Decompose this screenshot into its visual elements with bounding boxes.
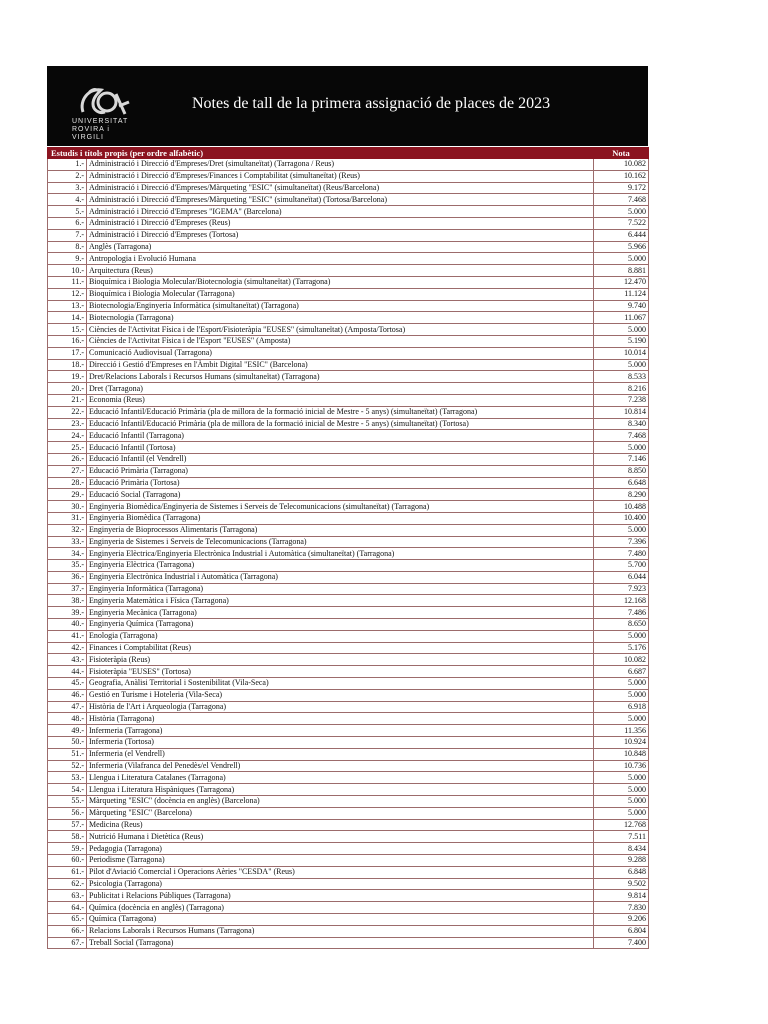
row-study-name: Psicologia (Tarragona) [87,878,594,890]
row-cutoff-grade: 7.830 [594,902,649,914]
row-number: 65.- [48,914,87,926]
table-row [48,630,649,642]
row-cutoff-grade: 11.356 [594,725,649,737]
row-number: 52.- [48,760,87,772]
row-cutoff-grade: 5.966 [594,241,649,253]
table-row [48,418,649,430]
row-cutoff-grade: 10.400 [594,512,649,524]
row-cutoff-grade: 12.470 [594,276,649,288]
row-study-name: Enginyeria Elèctrica (Tarragona) [87,560,594,572]
table-row [48,548,649,560]
row-number: 62.- [48,878,87,890]
table-row [48,324,649,336]
row-number: 13.- [48,300,87,312]
table-row [48,796,649,808]
table-row [48,383,649,395]
table-row [48,406,649,418]
row-study-name: Economia (Reus) [87,394,594,406]
row-study-name: Nutrició Humana i Dietètica (Reus) [87,831,594,843]
row-cutoff-grade: 7.522 [594,217,649,229]
row-cutoff-grade: 7.511 [594,831,649,843]
table-row [48,288,649,300]
row-number: 26.- [48,453,87,465]
table-row [48,442,649,454]
row-number: 23.- [48,418,87,430]
table-row [48,583,649,595]
table-row [48,914,649,926]
row-number: 57.- [48,819,87,831]
table-row [48,524,649,536]
row-study-name: Fisioteràpia (Reus) [87,654,594,666]
row-study-name: Pedagogia (Tarragona) [87,843,594,855]
row-number: 18.- [48,359,87,371]
table-row [48,206,649,218]
header-banner [47,66,648,146]
row-number: 45.- [48,678,87,690]
table-row [48,430,649,442]
table-row [48,666,649,678]
table-row [48,713,649,725]
row-study-name: Química (docència en anglès) (Tarragona) [87,902,594,914]
row-study-name: Fisioteràpia "EUSES" (Tortosa) [87,666,594,678]
column-header-grade: Nota [594,148,649,159]
row-study-name: Geografia, Anàlisi Territorial i Sostenibilitat (Vila-Seca) [87,678,594,690]
row-study-name: Enginyeria Matemàtica i Física (Tarragona) [87,595,594,607]
row-cutoff-grade: 5.176 [594,642,649,654]
row-cutoff-grade: 11.124 [594,288,649,300]
row-cutoff-grade: 5.000 [594,442,649,454]
row-number: 61.- [48,866,87,878]
row-cutoff-grade: 5.000 [594,324,649,336]
table-row [48,170,649,182]
row-study-name: Educació Primària (Tortosa) [87,477,594,489]
table-header-row [48,148,649,159]
row-cutoff-grade: 7.486 [594,607,649,619]
row-number: 2.- [48,170,87,182]
table-row [48,253,649,265]
row-study-name: Química (Tarragona) [87,914,594,926]
row-number: 14.- [48,312,87,324]
row-study-name: Finances i Comptabilitat (Reus) [87,642,594,654]
row-study-name: Anglès (Tarragona) [87,241,594,253]
row-number: 32.- [48,524,87,536]
row-cutoff-grade: 10.162 [594,170,649,182]
row-number: 30.- [48,501,87,513]
row-study-name: Administració i Direcció d'Empreses (Tortosa) [87,229,594,241]
table-row [48,265,649,277]
row-study-name: Administració i Direcció d'Empreses/Dret (simultaneïtat) (Tarragona / Reus) [87,159,594,171]
row-cutoff-grade: 12.168 [594,595,649,607]
row-cutoff-grade: 12.768 [594,819,649,831]
row-study-name: Dret (Tarragona) [87,383,594,395]
row-number: 41.- [48,630,87,642]
table-row [48,737,649,749]
row-cutoff-grade: 8.340 [594,418,649,430]
row-cutoff-grade: 5.000 [594,630,649,642]
row-study-name: Educació Infantil (Tortosa) [87,442,594,454]
row-study-name: Comunicació Audiovisual (Tarragona) [87,347,594,359]
row-study-name: Infermeria (el Vendrell) [87,748,594,760]
row-number: 21.- [48,394,87,406]
row-study-name: Enginyeria Química (Tarragona) [87,619,594,631]
row-cutoff-grade: 9.206 [594,914,649,926]
row-cutoff-grade: 9.740 [594,300,649,312]
row-cutoff-grade: 10.924 [594,737,649,749]
row-study-name: Llengua i Literatura Catalanes (Tarragona) [87,772,594,784]
table-row [48,194,649,206]
row-cutoff-grade: 9.502 [594,878,649,890]
row-study-name: Medicina (Reus) [87,819,594,831]
row-cutoff-grade: 5.000 [594,689,649,701]
table-row [48,902,649,914]
row-number: 19.- [48,371,87,383]
row-number: 46.- [48,689,87,701]
row-cutoff-grade: 6.044 [594,571,649,583]
row-cutoff-grade: 7.468 [594,194,649,206]
table-row [48,312,649,324]
row-cutoff-grade: 5.000 [594,359,649,371]
row-study-name: Enginyeria de Sistemes i Serveis de Telecomunicacions (Tarragona) [87,536,594,548]
table-row [48,607,649,619]
row-study-name: Antropologia i Evolució Humana [87,253,594,265]
row-number: 47.- [48,701,87,713]
row-number: 44.- [48,666,87,678]
table-row [48,241,649,253]
table-row [48,819,649,831]
row-number: 25.- [48,442,87,454]
row-number: 34.- [48,548,87,560]
row-number: 63.- [48,890,87,902]
row-number: 64.- [48,902,87,914]
column-header-studies: Estudis i títols propis (per ordre alfabètic) [48,148,594,159]
row-cutoff-grade: 8.434 [594,843,649,855]
row-cutoff-grade: 8.881 [594,265,649,277]
row-cutoff-grade: 7.400 [594,937,649,949]
row-study-name: Enologia (Tarragona) [87,630,594,642]
row-number: 56.- [48,807,87,819]
row-cutoff-grade: 10.488 [594,501,649,513]
table-row [48,394,649,406]
row-study-name: Administració i Direcció d'Empreses (Reus) [87,217,594,229]
table-row [48,571,649,583]
row-study-name: Educació Infantil (el Vendrell) [87,453,594,465]
row-cutoff-grade: 7.468 [594,430,649,442]
row-number: 17.- [48,347,87,359]
row-number: 42.- [48,642,87,654]
table-row [48,701,649,713]
row-study-name: Educació Infantil/Educació Primària (pla de millora de la formació inicial de Mestre - 5 anys) (simultaneïtat) (Tortosa) [87,418,594,430]
table-row [48,229,649,241]
table-row [48,512,649,524]
table-row [48,489,649,501]
row-study-name: Direcció i Gestió d'Empreses en l'Àmbit Digital "ESIC" (Barcelona) [87,359,594,371]
row-cutoff-grade: 6.444 [594,229,649,241]
table-row [48,536,649,548]
row-number: 53.- [48,772,87,784]
row-study-name: Infermeria (Vilafranca del Penedès/el Vendrell) [87,760,594,772]
row-study-name: Enginyeria Electrònica Industrial i Automàtica (Tarragona) [87,571,594,583]
table-row [48,501,649,513]
row-cutoff-grade: 5.000 [594,678,649,690]
row-study-name: Infermeria (Tarragona) [87,725,594,737]
row-cutoff-grade: 6.918 [594,701,649,713]
row-study-name: Infermeria (Tortosa) [87,737,594,749]
table-row [48,748,649,760]
row-number: 36.- [48,571,87,583]
row-number: 6.- [48,217,87,229]
row-study-name: Educació Primària (Tarragona) [87,465,594,477]
table-row [48,878,649,890]
row-study-name: Màrqueting "ESIC" (Barcelona) [87,807,594,819]
row-number: 50.- [48,737,87,749]
table-row [48,890,649,902]
table-row [48,359,649,371]
table-row [48,182,649,194]
row-study-name: Educació Infantil/Educació Primària (pla de millora de la formació inicial de Mestre - 5 anys) (simultaneïtat) (Tarragona) [87,406,594,418]
row-cutoff-grade: 10.848 [594,748,649,760]
table-row [48,642,649,654]
row-number: 60.- [48,855,87,867]
row-cutoff-grade: 7.146 [594,453,649,465]
row-number: 8.- [48,241,87,253]
row-cutoff-grade: 10.082 [594,159,649,171]
row-cutoff-grade: 6.687 [594,666,649,678]
row-number: 20.- [48,383,87,395]
row-cutoff-grade: 7.480 [594,548,649,560]
table-row [48,678,649,690]
row-study-name: Enginyeria Informàtica (Tarragona) [87,583,594,595]
row-cutoff-grade: 7.923 [594,583,649,595]
table-row [48,453,649,465]
row-number: 66.- [48,925,87,937]
row-number: 27.- [48,465,87,477]
row-number: 38.- [48,595,87,607]
row-number: 3.- [48,182,87,194]
table-row [48,855,649,867]
table-row [48,619,649,631]
row-cutoff-grade: 10.014 [594,347,649,359]
row-study-name: Història de l'Art i Arqueologia (Tarragona) [87,701,594,713]
row-study-name: Educació Infantil (Tarragona) [87,430,594,442]
table-row [48,760,649,772]
table-row [48,784,649,796]
row-number: 59.- [48,843,87,855]
row-number: 15.- [48,324,87,336]
table-row [48,477,649,489]
row-number: 37.- [48,583,87,595]
table-row [48,725,649,737]
row-number: 54.- [48,784,87,796]
row-cutoff-grade: 5.000 [594,784,649,796]
table-row [48,335,649,347]
row-cutoff-grade: 9.814 [594,890,649,902]
table-row [48,159,649,171]
row-number: 24.- [48,430,87,442]
row-number: 67.- [48,937,87,949]
row-number: 7.- [48,229,87,241]
table-row [48,807,649,819]
row-study-name: Educació Social (Tarragona) [87,489,594,501]
row-number: 12.- [48,288,87,300]
row-study-name: Enginyeria Biomèdica/Enginyeria de Sistemes i Serveis de Telecomunicacions (simultaneïtat) (Tarragona) [87,501,594,513]
row-number: 40.- [48,619,87,631]
row-cutoff-grade: 10.082 [594,654,649,666]
table-row [48,300,649,312]
row-study-name: Biotecnologia/Enginyeria Informàtica (simultaneïtat) (Tarragona) [87,300,594,312]
table-row [48,560,649,572]
table-row [48,347,649,359]
table-row [48,217,649,229]
table-row [48,866,649,878]
row-cutoff-grade: 6.804 [594,925,649,937]
row-study-name: Administració i Direcció d'Empreses/Finances i Comptabilitat (simultaneïtat) (Reus) [87,170,594,182]
row-number: 39.- [48,607,87,619]
table-row [48,276,649,288]
row-cutoff-grade: 9.172 [594,182,649,194]
row-number: 35.- [48,560,87,572]
row-number: 22.- [48,406,87,418]
row-cutoff-grade: 5.000 [594,253,649,265]
row-study-name: Ciències de l'Activitat Física i de l'Esport/Fisioteràpia "EUSES" (simultaneïtat) (Amposta/Tortosa) [87,324,594,336]
row-number: 10.- [48,265,87,277]
row-number: 1.- [48,159,87,171]
row-number: 28.- [48,477,87,489]
row-study-name: Enginyeria Mecànica (Tarragona) [87,607,594,619]
row-number: 51.- [48,748,87,760]
row-cutoff-grade: 5.000 [594,796,649,808]
table-row [48,831,649,843]
row-study-name: Pilot d'Aviació Comercial i Operacions Aèries "CESDA" (Reus) [87,866,594,878]
row-number: 11.- [48,276,87,288]
table-row [48,465,649,477]
table-row [48,843,649,855]
row-study-name: Administració i Direcció d'Empreses/Màrqueting "ESIC" (simultaneïtat) (Reus/Barcelona) [87,182,594,194]
row-study-name: Enginyeria de Bioprocessos Alimentaris (Tarragona) [87,524,594,536]
row-study-name: Gestió en Turisme i Hoteleria (Vila-Seca) [87,689,594,701]
row-cutoff-grade: 7.238 [594,394,649,406]
row-number: 55.- [48,796,87,808]
row-study-name: Biotecnologia (Tarragona) [87,312,594,324]
cutoff-grades-table [47,147,649,949]
table-row [48,689,649,701]
row-study-name: Publicitat i Relacions Públiques (Tarragona) [87,890,594,902]
row-cutoff-grade: 7.396 [594,536,649,548]
row-cutoff-grade: 11.067 [594,312,649,324]
row-cutoff-grade: 5.000 [594,807,649,819]
row-number: 5.- [48,206,87,218]
row-cutoff-grade: 5.000 [594,206,649,218]
row-study-name: Màrqueting "ESIC" (docència en anglès) (Barcelona) [87,796,594,808]
row-number: 31.- [48,512,87,524]
row-number: 16.- [48,335,87,347]
row-number: 33.- [48,536,87,548]
page-title: Notes de tall de la primera assignació de places de 2023 [192,95,551,112]
row-cutoff-grade: 5.000 [594,524,649,536]
row-study-name: Enginyeria Biomèdica (Tarragona) [87,512,594,524]
table-row [48,654,649,666]
row-cutoff-grade: 5.000 [594,772,649,784]
table-row [48,595,649,607]
row-number: 58.- [48,831,87,843]
row-number: 4.- [48,194,87,206]
row-number: 48.- [48,713,87,725]
row-study-name: Bioquímica i Biologia Molecular (Tarragona) [87,288,594,300]
row-cutoff-grade: 6.848 [594,866,649,878]
row-study-name: Relacions Laborals i Recursos Humans (Tarragona) [87,925,594,937]
table-row [48,937,649,949]
row-study-name: Enginyeria Elèctrica/Enginyeria Electrònica Industrial i Automàtica (simultaneïtat) (Tarragona) [87,548,594,560]
row-cutoff-grade: 8.216 [594,383,649,395]
row-cutoff-grade: 10.736 [594,760,649,772]
row-number: 49.- [48,725,87,737]
row-cutoff-grade: 5.190 [594,335,649,347]
row-study-name: Dret/Relacions Laborals i Recursos Humans (simultaneïtat) (Tarragona) [87,371,594,383]
university-logo-text: UNIVERSITAT ROVIRA i VIRGILI [72,118,129,141]
row-study-name: Arquitectura (Reus) [87,265,594,277]
row-study-name: Llengua i Literatura Hispàniques (Tarragona) [87,784,594,796]
row-cutoff-grade: 8.650 [594,619,649,631]
row-number: 29.- [48,489,87,501]
row-number: 9.- [48,253,87,265]
row-cutoff-grade: 5.700 [594,560,649,572]
row-number: 43.- [48,654,87,666]
row-study-name: Història (Tarragona) [87,713,594,725]
row-study-name: Bioquímica i Biologia Molecular/Biotecnologia (simultaneïtat) (Tarragona) [87,276,594,288]
row-cutoff-grade: 8.290 [594,489,649,501]
row-cutoff-grade: 6.648 [594,477,649,489]
row-cutoff-grade: 10.814 [594,406,649,418]
row-cutoff-grade: 8.533 [594,371,649,383]
row-cutoff-grade: 8.850 [594,465,649,477]
table-row [48,925,649,937]
row-study-name: Periodisme (Tarragona) [87,855,594,867]
row-cutoff-grade: 5.000 [594,713,649,725]
row-cutoff-grade: 9.288 [594,855,649,867]
row-study-name: Ciències de l'Activitat Física i de l'Esport "EUSES" (Amposta) [87,335,594,347]
row-study-name: Administració i Direcció d'Empreses "IGEMA" (Barcelona) [87,206,594,218]
row-study-name: Treball Social (Tarragona) [87,937,594,949]
table-row [48,772,649,784]
table-row [48,371,649,383]
row-study-name: Administració i Direcció d'Empreses/Màrqueting "ESIC" (simultaneïtat) (Tortosa/Barcelona) [87,194,594,206]
